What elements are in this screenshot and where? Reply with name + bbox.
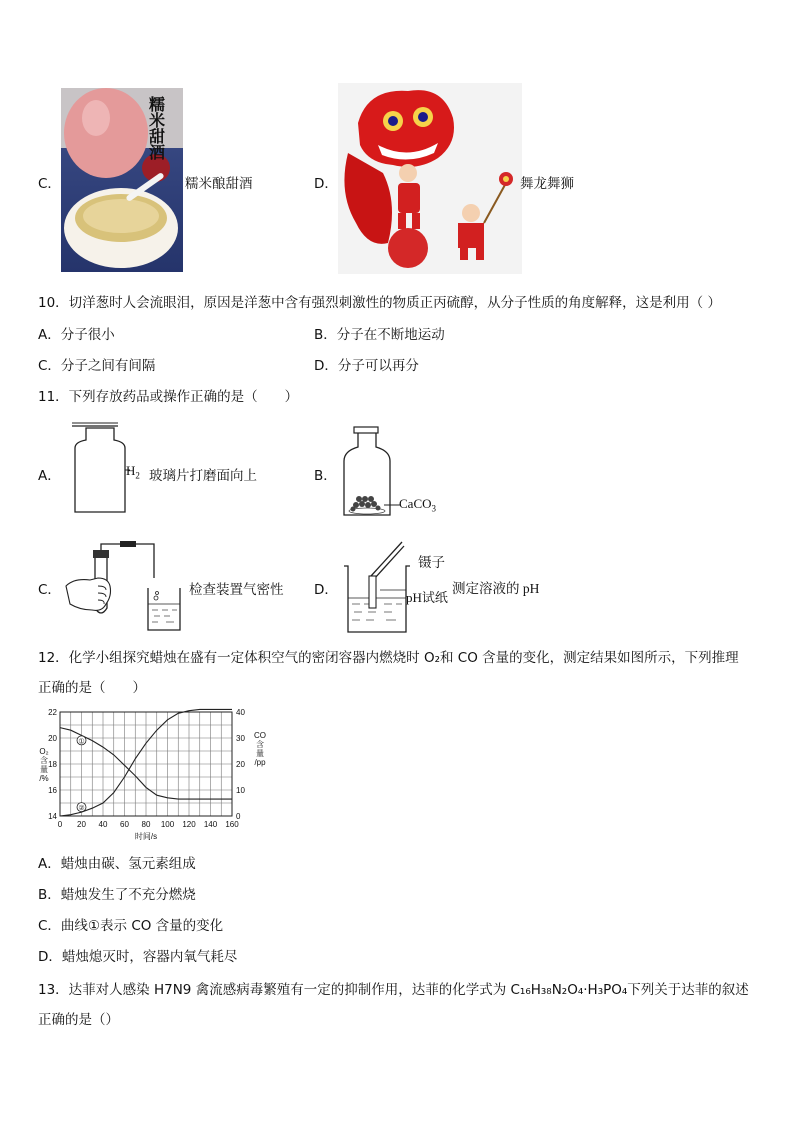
q11-option-a-caption: 玻璃片打磨面向上	[149, 468, 257, 484]
q10-option-c: C．分子之间有间隔	[38, 358, 156, 374]
y-left-tick-label: 16	[48, 786, 57, 795]
y-left-axis-label: 量	[40, 765, 48, 774]
y-right-axis-label: 量	[256, 749, 264, 758]
q11-option-a-letter: A．	[38, 468, 61, 484]
x-tick-label: 20	[77, 820, 86, 829]
q12-option-a: A．蜡烛由碳、氢元素组成	[38, 856, 196, 872]
series-label: ②	[78, 805, 85, 813]
x-axis-label: 时间/s	[134, 832, 158, 841]
gas-jar-diagram	[70, 420, 130, 515]
x-tick-label: 100	[160, 820, 175, 829]
q13-stem-line1: 13．达菲对人感染 H7N9 禽流感病毒繁殖有一定的抑制作用，达菲的化学式为 C₁₆H₃₈N₂O₄·H₃PO₄下列关于达菲的叙述	[38, 982, 749, 998]
lion-dance-image	[338, 83, 522, 274]
chart-svg	[36, 704, 272, 846]
y-left-tick-label: 18	[48, 760, 57, 769]
q12-stem-line1: 12．化学小组探究蜡烛在盛有一定体积空气的密闭容器内燃烧时 O₂和 CO 含量的变化，测定结果如图所示，下列推理	[38, 650, 739, 666]
q12-option-b: B．蜡烛发生了不充分燃烧	[38, 887, 196, 903]
x-tick-label: 40	[98, 820, 108, 829]
y-right-tick-label: 40	[236, 708, 245, 717]
q12-option-d: D．蜡烛熄灭时，容器内氧气耗尽	[38, 949, 238, 965]
y-right-axis-label: CO	[254, 731, 266, 740]
y-left-tick-label: 14	[48, 812, 57, 821]
y-right-tick-label: 20	[236, 760, 245, 769]
image-text-rice-wine: 糯米甜酒	[146, 96, 166, 160]
x-tick-label: 0	[57, 820, 63, 829]
q11-option-b-letter: B．	[314, 468, 337, 484]
o2-co-chart	[36, 704, 272, 846]
reagent-bottle-diagram	[340, 425, 402, 517]
q10-option-a: A．分子很小	[38, 327, 115, 343]
y-left-tick-label: 22	[48, 708, 57, 717]
q11-option-d-caption: 测定溶液的 pH	[452, 581, 540, 596]
q11-option-c-caption: 检查装置气密性	[189, 582, 284, 598]
x-tick-label: 160	[225, 820, 239, 829]
q12-stem-line2: 正确的是（ ）	[38, 680, 146, 696]
airtightness-apparatus-diagram	[62, 538, 192, 634]
q9-option-c-caption: 糯米酿甜酒	[185, 176, 253, 192]
x-tick-label: 140	[203, 820, 218, 829]
q11-option-a-gas: $H_2$	[126, 463, 140, 481]
q11-option-c-letter: C．	[38, 582, 61, 598]
y-right-tick-label: 0	[236, 812, 241, 821]
x-tick-label: 60	[120, 820, 129, 829]
q10-option-d: D．分子可以再分	[314, 358, 419, 374]
q9-option-d-letter: D．	[314, 176, 338, 192]
y-left-axis-label: /%	[39, 774, 49, 783]
ph-test-diagram	[340, 540, 414, 636]
y-left-axis-label: 含	[40, 756, 48, 765]
q11-option-d-tweezers-label: 镊子	[418, 555, 445, 571]
q10-option-b: B．分子在不断地运动	[314, 327, 445, 343]
q11-option-b-chem: CaCO$_3$	[399, 496, 436, 514]
q13-stem-line2: 正确的是（）	[38, 1012, 119, 1028]
chart-grid	[60, 712, 232, 816]
y-left-axis-label: O₂	[39, 747, 49, 756]
y-left-tick-label: 20	[48, 734, 57, 743]
q10-stem: 10．切洋葱时人会流眼泪，原因是洋葱中含有强烈刺激性的物质正丙硫醇，从分子性质的角度解释，这是利用（ ）	[38, 295, 721, 311]
q11-option-d-letter: D．	[314, 582, 338, 598]
y-right-tick-label: 30	[236, 734, 245, 743]
glutinous-rice-wine-image	[61, 88, 183, 272]
q11-stem: 11．下列存放药品或操作正确的是（ ）	[38, 389, 299, 405]
y-right-axis-label: /pp	[254, 758, 266, 767]
q12-option-c: C．曲线①表示 CO 含量的变化	[38, 918, 224, 934]
y-right-tick-label: 10	[236, 786, 245, 795]
q9-option-d-caption: 舞龙舞狮	[520, 176, 574, 192]
x-tick-label: 80	[141, 820, 151, 829]
q11-option-d-paper-label: pH试纸	[406, 590, 448, 605]
y-right-axis-label: 含	[256, 740, 264, 749]
series-label: ①	[78, 738, 85, 746]
q9-option-c-letter: C．	[38, 176, 61, 192]
x-tick-label: 120	[182, 820, 196, 829]
